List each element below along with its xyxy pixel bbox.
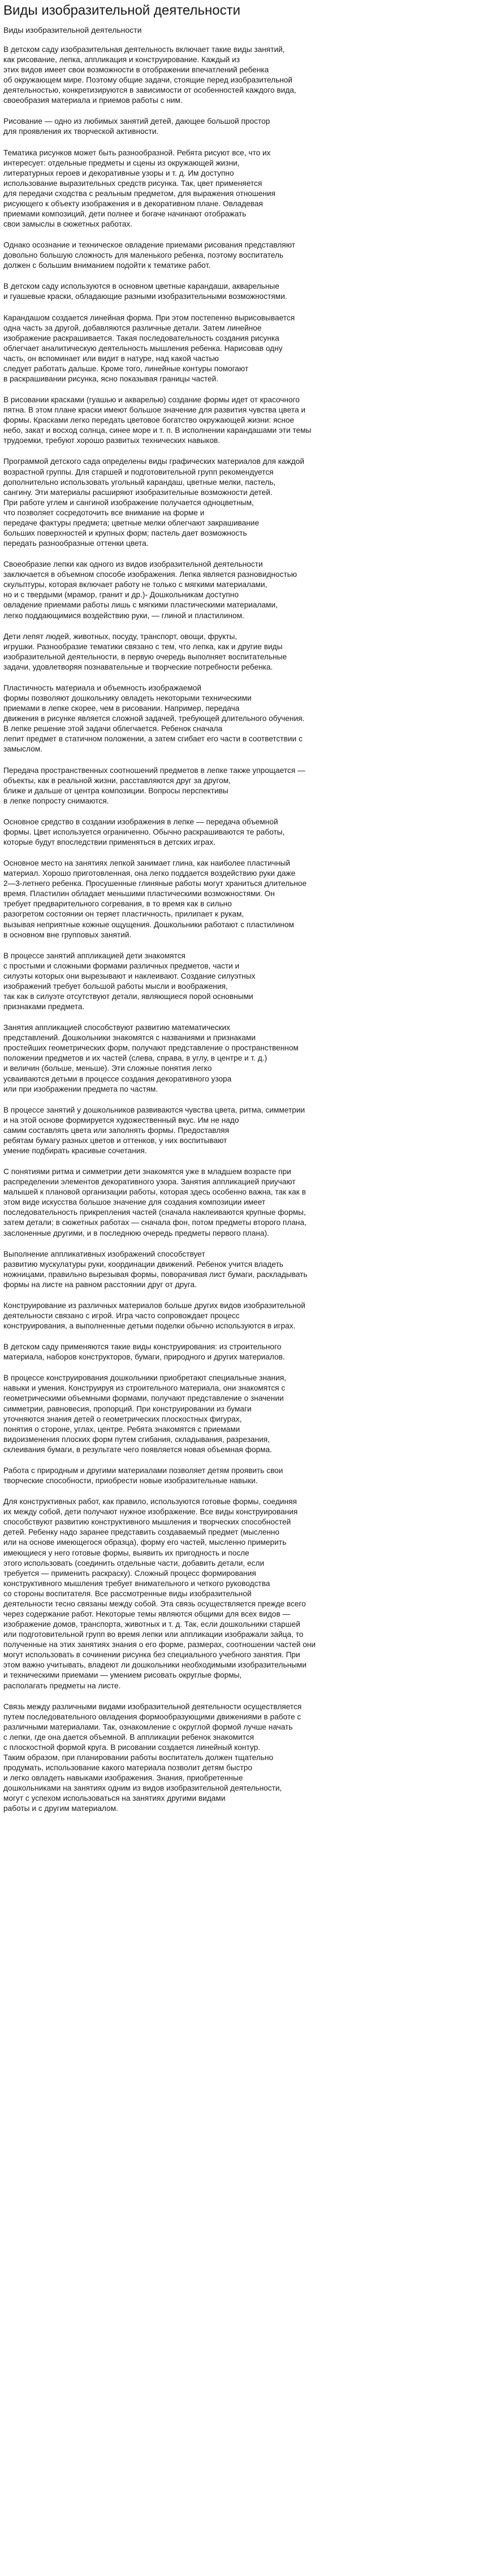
paragraph: Дети лепят людей, животных, посуду, транспорт, овощи, фрукты, игрушки. Разнообразие тематики связано с тем, что лепка, как и другие виды изобразительной деятельности, в первую очередь выполняет воспитательные задачи, удовлетворяя познавательные и творческие потребности ребенка. [3, 632, 287, 671]
paragraph: Для конструктивных работ, как правило, используются готовые формы, соединяя их между собой, дети получают нужное изображение. Все виды конструирования способствуют развитию конструктивного мышления и творческих способностей детей. Ребенку надо заранее представить создаваемый предмет (мысленно или на основе имеющегося образца), форму его частей, мысленно примерить имеющиеся у него готовые формы, выявить их пригодность и после этого использовать (соединить отдельные части, добавить детали, если требуется — применить раскраску). Сложный процесс формирования конструктивного мышления требует внимательного и четкого руководства со стороны воспитателя. Все рассмотренные виды изобразительной деятельности тесно связаны между собой. Эта связь осуществляется прежде всего через содержание работ. Некоторые темы являются общими для всех видов — изображение домов, транспорта, животных и т. д. Так, если дошкольники старшей или подготовительной групп во время лепки или аппликации изображали зайца, то полученные на этих занятиях знания о его форме, размерах, соотношении частей они могут использовать в сочинении рисунка без специального учебного занятия. При этом важно учитывать, владеют ли дошкольники необходимыми изобразительными и техническими приемами — умением рисовать округлые формы, располагать предметы на листе. [3, 1497, 316, 1690]
paragraph: Пластичность материала и объемность изображаемой формы позволяют дошкольнику овладеть некоторыми техническими приемами в лепке скорее, чем в рисовании. Например, передача движения в рисунке является сложной задачей, требующей длительного обучения. В лепке решение этой задачи облегчается. Ребенок сначала лепит предмет в статичном положении, а затем сгибает его части в соответствии с замыслом. [3, 683, 305, 754]
paragraph: Рисование — одно из любимых занятий детей, дающее большой простор для проявления их творческой активности. [3, 117, 270, 136]
paragraph: Занятия аппликацией способствуют развитию математических представлений. Дошкольники знакомятся с названиями и признаками простейших геометрических форм, получают представление о пространственном положении предметов и их частей (слева, справа, в углу, в центре и т. д.) и величин (больше, меньше). Эти сложные понятия легко усваиваются детьми в процессе создания декоративного узора или при изображении предмета по частям. [3, 1023, 299, 1093]
paragraph: Своеобразие лепки как одного из видов изобразительной деятельности заключается в объемном способе изображения. Лепка является разновидностью скульптуры, которая включает работу не только с мягкими материалами, но и с твердыми (мрамор, гранит и др.)- Дошкольникам доступно овладение приемами работы лишь с мягкими пластическими материалами, легко поддающимися воздействию руки, — глиной и пластилином. [3, 560, 297, 620]
paragraph: Тематика рисунков может быть разнообразной. Ребята рисуют все, что их интересует: отдельные предметы и сцены из окружающей жизни, литературных героев и декоративные узоры и т. д. Им доступно использование выразительных средств рисунка. Так, цвет применяется для передачи сходства с реальным предметом, для выражения отношения рисующего к объекту изображения и в декоративном плане. Овладевая приемами композиций, дети полнее и богаче начинают отображать свои замыслы в сюжетных работах. [3, 148, 276, 229]
paragraph: Основное средство в создании изображения в лепке — передача объемной формы. Цвет используется ограниченно. Обычно раскрашиваются те работы, которые будут впоследствии применяться в детских играх. [3, 817, 285, 846]
page-title: Виды изобразительной деятельности [3, 3, 240, 18]
paragraph: Выполнение аппликативных изображений способствует развитию мускулатуры руки, координации движений. Ребенок учится владеть ножницами, правильно вырезывая формы, поворачивая лист бумаги, раскладывать формы на листе на равном расстоянии друг от друга. [3, 1249, 308, 1289]
paragraph: Основное место на занятиях лепкой занимает глина, как наиболее пластичный материал. Хорошо приготовленная, она легко поддается воздействию руки даже 2—3-летнего ребенка. Просушенные глиняные работы могут храниться длительное время. Пластилин обладает меньшими пластическими возможностями. Он требует предварительного согревания, в то время как в сильно разогретом состоянии он теряет пластичность, прилипает к рукам, вызывая неприятные кожные ощущения. Дошкольники работают с пластилином в основном вне групповых занятий. [3, 859, 307, 939]
paragraph: Работа с природным и другими материалами позволяет детям проявить свои творческие способности, приобрести новые изобразительные навыки. [3, 1466, 283, 1485]
paragraph: Карандашом создается линейная форма. При этом постепенно вырисовывается одна часть за другой, добавляются различные детали. Затем линейное изображение раскрашивается. Такая последовательность создания рисунка облегчает аналитическую деятельность мышления ребенка. Нарисовав одну часть, он вспоминает или видит в натуре, над какой частью следует работать дальше. Кроме того, линейные контуры помогают в раскрашивании рисунка, ясно показывая границы частей. [3, 313, 295, 383]
paragraph: В процессе занятий у дошкольников развиваются чувства цвета, ритма, симметрии и на этой основе формируется художественный вкус. Им не надо самим составлять цвета или заполнять формы. Предоставляя ребятам бумагу разных цветов и оттенков, у них воспитывают умение подбирать красивые сочетания. [3, 1105, 305, 1155]
paragraph: С понятиями ритма и симметрии дети знакомятся уже в младшем возрасте при распределении элементов декоративного узора. Занятия аппликацией приучают малышей к плановой организации работы, которая здесь особенно важна, так как в этом виде искусства большое значение для создания композиции имеет последовательность прикрепления частей (сначала наклеиваются крупные формы, затем детали; в сюжетных работах — сначала фон, потом предметы второго плана, заслоненные другими, и в последнюю очередь предметы первого плана). [3, 1167, 307, 1237]
section-subtitle: Виды изобразительной деятельности [3, 25, 142, 34]
paragraph: В процессе конструирования дошкольники приобретают специальные знания, навыки и умения. Конструируя из строительного материала, они знакомятся с геометрическими объемными формами, получают представление о значении симметрии, равновесия, пропорций. При конструировании из бумаги уточняются знания детей о геометрических плоскостных фигурах, понятия о стороне, углах, центре. Ребята знакомятся с приемами видоизменения плоских форм путем сгибания, складывания, разрезания, склеивания бумаги, в результате чего появляется новая объемная форма. [3, 1374, 286, 1454]
paragraph: В процессе занятий аппликацией дети знакомятся с простыми и сложными формами различных предметов, части и силуэты которых они вырезывают и наклеивают. Создание силуэтных изображений требует большой работы мысли и воображения, так как в силуэте отсутствуют детали, являющиеся порой основными признаками предмета. [3, 951, 256, 1011]
paragraph: Связь между различными видами изобразительной деятельности осуществляется путем последовательного овладения формообразующими движениями в работе с различными материалами. Так, ознакомление с округлой формой лучше начать с лепки, где она дается объемной. В аппликации ребенок знакомится с плоскостной формой круга. В рисовании создается линейный контур. Таким образом, при планировании работы воспитатель должен тщательно продумать, использование какого материала позволит детям быстро и легко овладеть навыками изображения. Знания, приобретенные дошкольниками на занятиях одним из видов изобразительной деятельности, могут с успехом использоваться на занятиях другими видами работы и с другим материалом. [3, 1702, 302, 1813]
paragraph: Передача пространственных соотношений предметов в лепке также упрощается — объекты, как в реальной жизни, расставляются друг за другом, ближе и дальше от центра композиции. Вопросы перспективы в лепке попросту снимаются. [3, 766, 305, 805]
paragraph: В детском саду изобразительная деятельность включает такие виды занятий, как рисование, лепка, аппликация и конструирование. Каждый из этих видов имеет свои возможности в отображении впечатлений ребенка об окружающем мире. Поэтому общие задачи, стоящие перед изобразительной деятельностью, конкретизируются в зависимости от особенностей каждого вида, своеобразия материала и приемов работы с ним. [3, 45, 296, 105]
paragraph: Однако осознание и техническое овладение приемами рисования представляют довольно большую сложность для маленького ребенка, поэтому воспитатель должен с большим вниманием подойти к тематике работ. [3, 241, 295, 270]
paragraph: В рисовании красками (гуашью и акварелью) создание формы идет от красочного пятна. В этом плане краски имеют большое значение для развития чувства цвета и формы. Красками легко передать цветовое богатство окружающей жизни: ясное небо, закат и восход солнца, синее море и т. п. В исполнении карандашами эти темы трудоемки, требуют хорошо развитых технических навыков. [3, 396, 312, 445]
paragraph: В детском саду используются в основном цветные карандаши, акварельные и гуашевые краски, обладающие разными изобразительными возможностями. [3, 282, 287, 301]
paragraph: В детском саду применяются такие виды конструирования: из строительного материала, наборов конструкторов, бумаги, природного и других материалов. [3, 1343, 285, 1362]
paragraph: Конструирование из различных материалов больше других видов изобразительной деятельности связано с игрой. Игра часто сопровождает процесс конструирования, а выполненные детьми поделки обычно используются в играх. [3, 1301, 305, 1331]
document-body [3, 45, 476, 1814]
paragraph: Программой детского сада определены виды графических материалов для каждой возрастной группы. Для старшей и подготовительной групп рекомендуется дополнительно использовать угольный карандаш, цветные мелки, пастель, сангину. Эти материалы расширяют изобразительные возможности детей. При работе углем и сангиной изображение получается одноцветным, что позволяет сосредоточить все внимание на форме и передаче фактуры предмета; цветные мелки облегчают закрашивание больших поверхностей и крупных форм; пастель дает возможность передать разнообразные оттенки цвета. [3, 457, 305, 548]
